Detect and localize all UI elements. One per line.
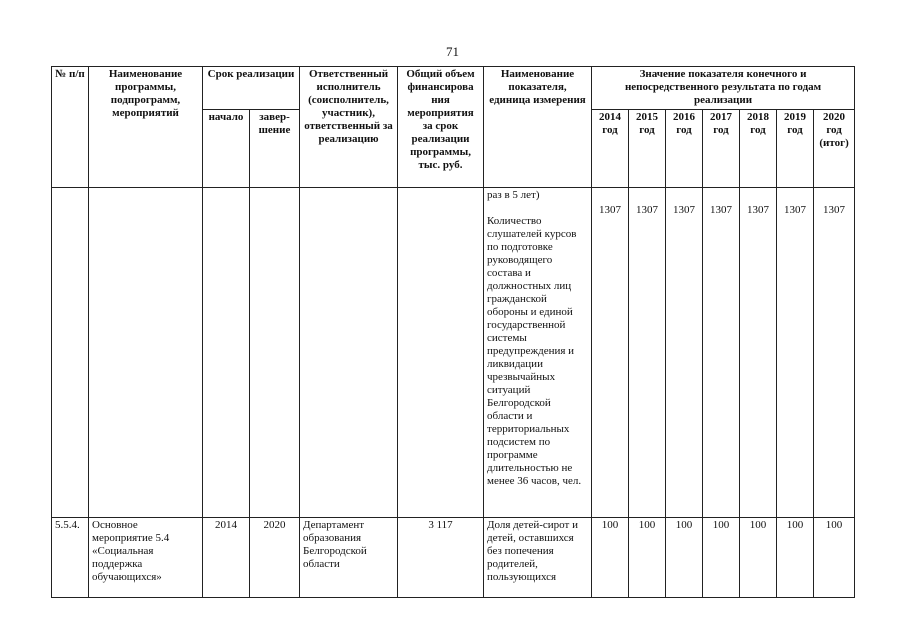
cell-value: 100 [592,518,629,598]
cell-value: 100 [703,518,740,598]
header-year: 2015 год [629,110,666,188]
cell-responsible [300,188,398,518]
header-year: 2016 год [666,110,703,188]
header-year: 2020 год (итог) [814,110,855,188]
table-row [52,188,855,518]
cell-indicator [484,188,592,518]
cell-end: 2020 [250,518,300,598]
header-responsible: Ответственный исполнитель (соисполнитель, участник), ответственный за реализацию [300,67,398,188]
cell-name: Основное мероприятие 5.4 «Социальная поддержка обучающихся» [89,518,203,598]
table-row [52,518,855,598]
cell-num: 5.5.4. [52,518,89,598]
cell-start: 2014 [203,518,250,598]
cell-value: 100 [629,518,666,598]
cell-value: 1307 [777,188,814,518]
header-year: 2019 год [777,110,814,188]
header-year: 2017 год [703,110,740,188]
indicators-table [51,66,855,598]
indicator-text: Количество слушателей курсов по подготовке руководящего состава и должностных лиц гражданской обороны и единой государственной системы предупреждения и ликвидации чрезвычайных ситуаций Белгородской области и территориальных подсистем по программе длительностью не менее 36 часов, чел. [487,215,582,487]
cell-num [52,188,89,518]
cell-value: 100 [777,518,814,598]
cell-responsible: Департамент образования Белгородской области [300,518,398,598]
header-indicator: Наименование показателя, единица измерения [484,67,592,188]
header-term-start: начало [203,110,250,188]
cell-value: 100 [740,518,777,598]
cell-indicator: Доля детей-сирот и детей, оставшихся без попечения родителей, пользующихся [484,518,592,598]
cell-value: 1307 [666,188,703,518]
cell-value: 1307 [814,188,855,518]
page-number: 71 [446,44,459,59]
cell-value: 1307 [740,188,777,518]
header-year: 2018 год [740,110,777,188]
cell-funding: 3 117 [398,518,484,598]
header-num: № п/п [52,67,89,188]
cell-value: 1307 [592,188,629,518]
cell-value: 1307 [629,188,666,518]
cell-value: 1307 [703,188,740,518]
indicator-continuation: раз в 5 лет) [487,189,540,201]
header-term-end: завер-шение [250,110,300,188]
cell-value: 100 [814,518,855,598]
cell-value: 100 [666,518,703,598]
cell-end [250,188,300,518]
cell-name [89,188,203,518]
header-term: Срок реализации [203,67,300,110]
cell-funding [398,188,484,518]
cell-start [203,188,250,518]
header-year: 2014 год [592,110,629,188]
header-values: Значение показателя конечного и непосредственного результата по годам реализации [592,67,855,110]
header-funding: Общий объем финансирова ния мероприятия за срок реализации программы, тыс. руб. [398,67,484,188]
header-name: Наименование программы, подпрограмм, мероприятий [89,67,203,188]
